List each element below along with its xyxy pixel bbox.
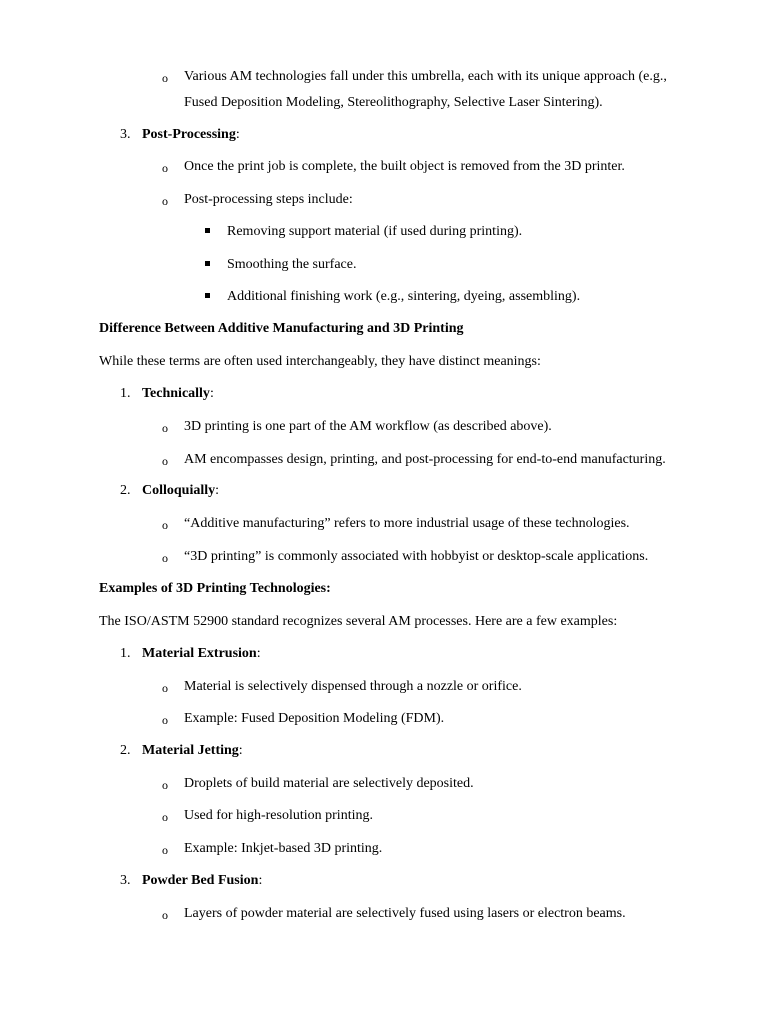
colon: : (238, 743, 243, 758)
list-item-text: Various AM technologies fall under this umbrella, each with its unique approach (e.g., (184, 69, 667, 84)
section-heading: Examples of 3D Printing Technologies: (99, 581, 331, 596)
list-item-text: Droplets of build material are selectively deposited. (184, 776, 474, 791)
bullet-square-icon (205, 223, 227, 241)
bullet-circle-icon: o (162, 518, 168, 532)
list-item-text: Layers of powder material are selectively fused using lasers or electron beams. (184, 906, 626, 921)
colon: : (209, 386, 214, 401)
bullet-square-icon (205, 288, 227, 306)
bullet-circle-icon: o (162, 551, 168, 565)
list-item-text: “Additive manufacturing” refers to more industrial usage of these technologies. (184, 516, 630, 531)
list-item-text: Smoothing the surface. (227, 257, 357, 272)
list-item-text: Removing support material (if used during printing). (227, 224, 523, 239)
bullet-circle-icon: o (162, 194, 168, 208)
section-heading: Difference Between Additive Manufacturing and 3D Printing (99, 321, 464, 336)
list-item-title (142, 385, 214, 403)
paragraph: While these terms are often used interchangeably, they have distinct meanings: (99, 354, 541, 369)
list-number: 3. (120, 127, 131, 142)
list-number: 2. (120, 483, 131, 498)
list-item-text: Example: Inkjet-based 3D printing. (184, 841, 383, 856)
colon: : (256, 646, 261, 661)
list-item-title (142, 126, 240, 144)
list-item-text: Post-processing steps include: (184, 192, 353, 207)
list-item-title-bold: Technically (142, 386, 210, 401)
list-item-title (142, 482, 219, 500)
list-item-text: Additional finishing work (e.g., sintering, dyeing, assembling). (227, 289, 581, 304)
bullet-circle-icon: o (162, 810, 168, 824)
colon: : (258, 873, 263, 888)
list-item-text: Example: Fused Deposition Modeling (FDM). (184, 711, 445, 726)
bullet-circle-icon: o (162, 713, 168, 727)
bullet-square-icon (205, 256, 227, 274)
list-item-title-bold: Material Extrusion (142, 646, 257, 661)
list-item-text: Fused Deposition Modeling, Stereolithography, Selective Laser Sintering). (184, 95, 603, 110)
paragraph: The ISO/ASTM 52900 standard recognizes several AM processes. Here are a few examples: (99, 614, 618, 629)
list-item-title-bold: Powder Bed Fusion (142, 873, 259, 888)
bullet-circle-icon: o (162, 908, 168, 922)
list-item-text: 3D printing is one part of the AM workflow (as described above). (184, 419, 552, 434)
list-number: 2. (120, 743, 131, 758)
bullet-circle-icon: o (162, 71, 168, 85)
list-item-title (142, 645, 261, 663)
bullet-circle-icon: o (162, 681, 168, 695)
list-item-text: AM encompasses design, printing, and post-processing for end-to-end manufacturing. (184, 452, 666, 467)
list-item-text: Material is selectively dispensed through a nozzle or orifice. (184, 679, 522, 694)
list-item-text: Used for high-resolution printing. (184, 808, 373, 823)
colon: : (235, 127, 240, 142)
bullet-circle-icon: o (162, 421, 168, 435)
list-item-title-bold: Post-Processing (142, 127, 236, 142)
list-item-title (142, 872, 262, 890)
bullet-circle-icon: o (162, 454, 168, 468)
bullet-circle-icon: o (162, 843, 168, 857)
bullet-circle-icon: o (162, 778, 168, 792)
list-item-text: Once the print job is complete, the built object is removed from the 3D printer. (184, 159, 625, 174)
bullet-circle-icon: o (162, 161, 168, 175)
list-number: 1. (120, 386, 131, 401)
list-number: 3. (120, 873, 131, 888)
colon: : (215, 483, 220, 498)
list-number: 1. (120, 646, 131, 661)
list-item-title (142, 742, 243, 760)
list-item-title-bold: Material Jetting (142, 743, 239, 758)
list-item-title-bold: Colloquially (142, 483, 216, 498)
list-item-text: “3D printing” is commonly associated with hobbyist or desktop-scale applications. (184, 549, 649, 564)
